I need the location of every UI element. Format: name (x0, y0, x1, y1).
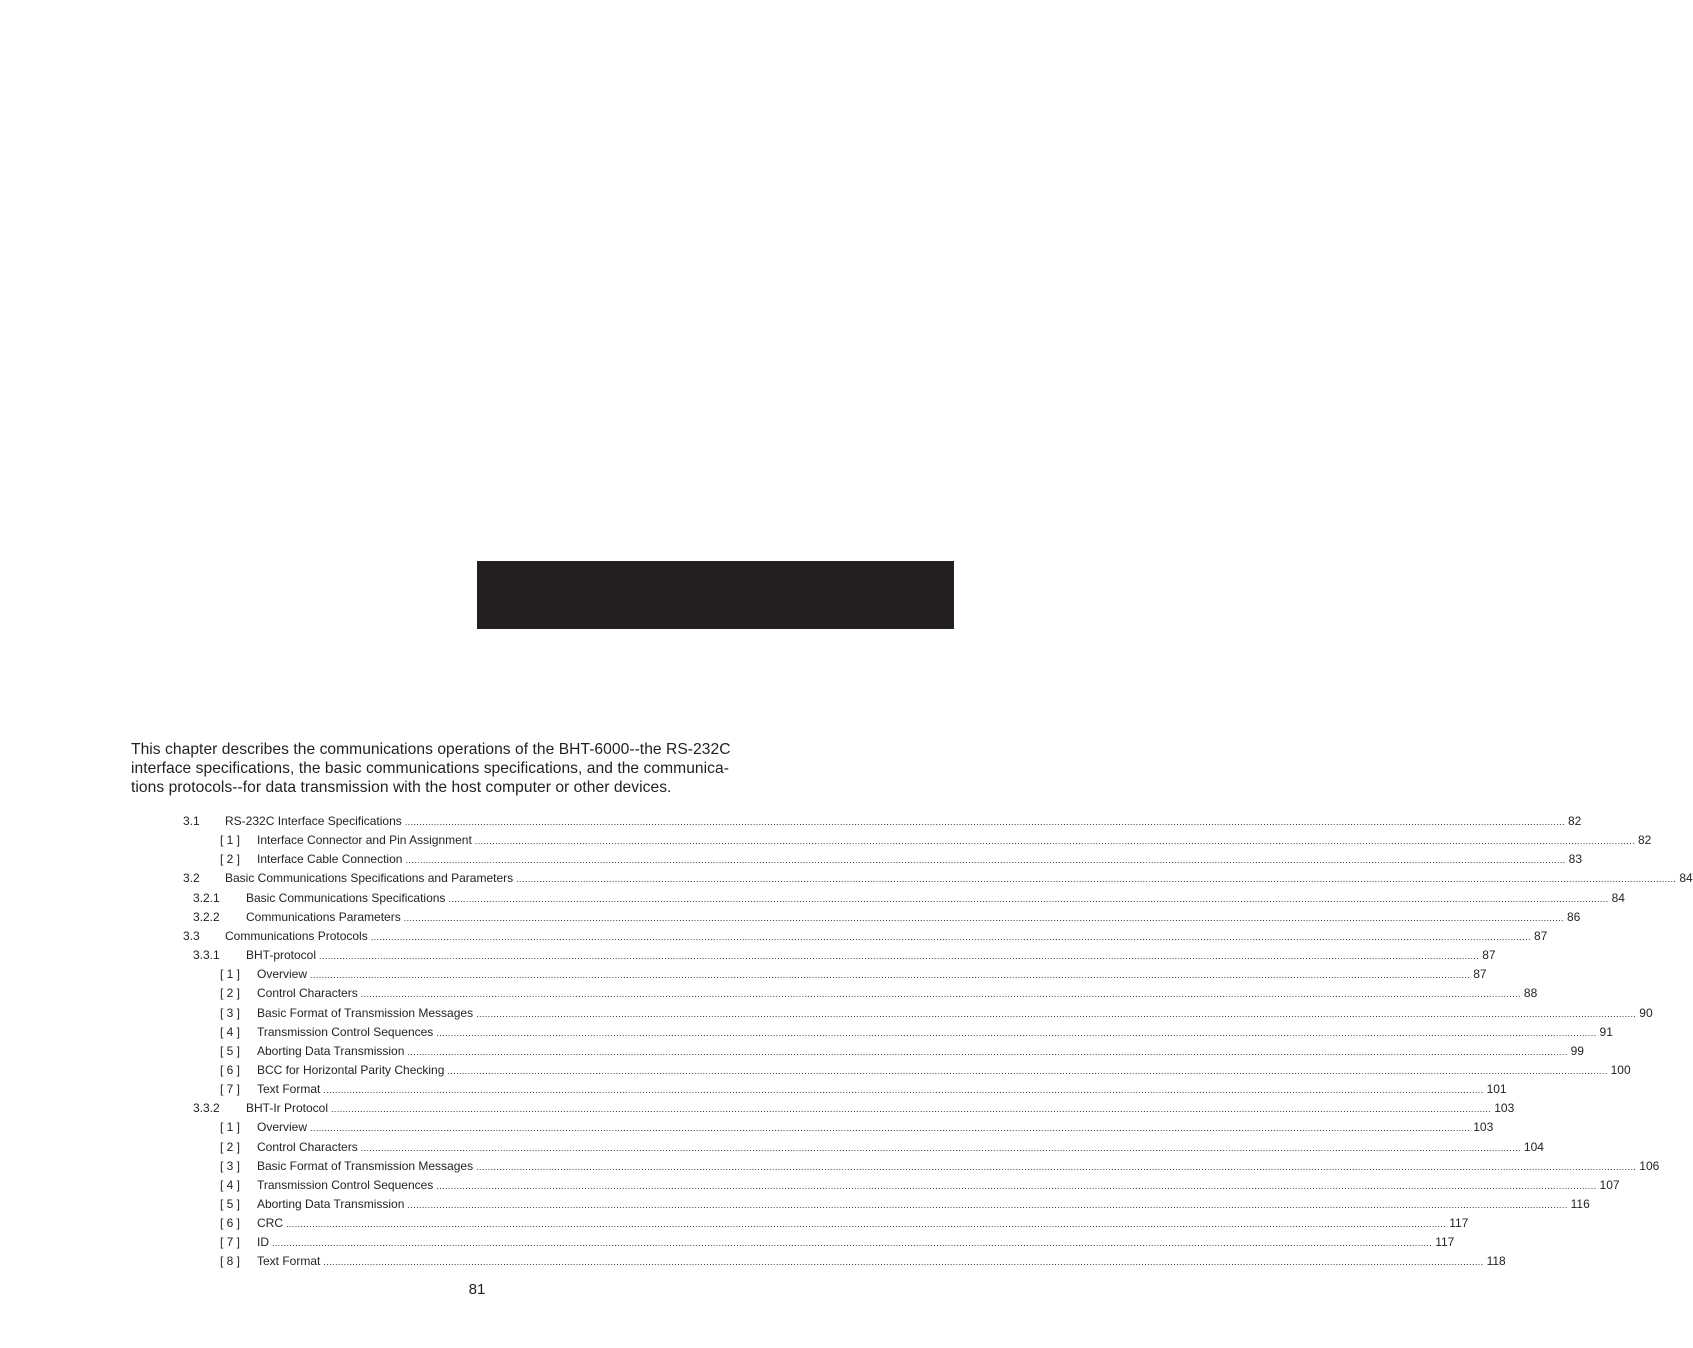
toc-entry (0, 1023, 1613, 1042)
toc-dot-leader: ................................................................................................................................................................................................................................................................................................................................................................................................................ (476, 1008, 1637, 1019)
toc-entry-line (257, 1118, 1494, 1138)
toc-entry-line (246, 908, 1581, 928)
toc-entry (0, 1214, 1469, 1233)
toc-entry-page: 103 (1473, 1120, 1494, 1135)
toc-entry-number: [ 5 ] (220, 1197, 241, 1211)
toc-entry-line (225, 927, 1548, 947)
toc-entry (0, 869, 1693, 888)
toc-entry-number: 3.2.1 (193, 890, 220, 905)
toc-entry-page: 91 (1599, 1024, 1613, 1039)
toc-entry-title: Text Format (257, 1082, 321, 1097)
toc-dot-leader: ................................................................................................................................................................................................................................................................................................................................................................................................................ (405, 855, 1566, 866)
toc-dot-leader: ................................................................................................................................................................................................................................................................................................................................................................................................................ (516, 874, 1677, 885)
toc-entry-page: 116 (1570, 1197, 1590, 1211)
toc-dot-leader: ................................................................................................................................................................................................................................................................................................................................................................................................................ (476, 1161, 1637, 1172)
toc-entry-page: 101 (1486, 1082, 1507, 1097)
toc-dot-leader: ................................................................................................................................................................................................................................................................................................................................................................................................................ (474, 836, 1635, 847)
toc-entry-number: [ 2 ] (220, 986, 241, 1001)
toc-entry (0, 908, 1581, 927)
toc-entry-number: [ 4 ] (220, 1177, 241, 1192)
toc-entry-page: 103 (1494, 1101, 1515, 1116)
toc-dot-leader: ................................................................................................................................................................................................................................................................................................................................................................................................................ (448, 893, 1609, 904)
toc-entry-line (257, 965, 1487, 985)
toc-entry (0, 889, 1625, 908)
toc-entry-page: 87 (1482, 948, 1496, 963)
toc-entry-number: [ 2 ] (220, 852, 241, 867)
toc-entry (0, 965, 1487, 984)
toc-entry-number: 3.2 (183, 871, 200, 886)
toc-entry-line (246, 946, 1496, 966)
toc-entry-title: Transmission Control Sequences (257, 1024, 434, 1039)
toc-entry-number: [ 6 ] (220, 1216, 241, 1231)
toc-entry (0, 1004, 1653, 1023)
toc-entry-title: Aborting Data Transmission (257, 1043, 405, 1058)
toc-dot-leader: ................................................................................................................................................................................................................................................................................................................................................................................................................ (404, 817, 1565, 827)
toc-entry-number: [ 3 ] (220, 1158, 241, 1173)
toc-entry (0, 1195, 1590, 1214)
toc-entry-title: Control Characters (257, 1139, 358, 1154)
toc-entry-page: 82 (1638, 833, 1652, 848)
toc-entry (0, 1233, 1455, 1252)
chapter-header-bar (477, 561, 954, 629)
toc-entry-line (257, 1252, 1506, 1272)
toc-entry-number: [ 6 ] (220, 1062, 241, 1077)
toc-entry (0, 812, 1582, 831)
toc-entry-page: 104 (1523, 1139, 1544, 1154)
toc-entry-page: 117 (1449, 1216, 1469, 1231)
toc-dot-leader: ................................................................................................................................................................................................................................................................................................................................................................................................................ (360, 1142, 1521, 1153)
toc-entry (0, 1042, 1584, 1061)
toc-entry-title: BHT-protocol (246, 948, 317, 963)
toc-entry-title: Text Format (257, 1254, 321, 1269)
toc-entry-line (257, 1157, 1660, 1177)
toc-entry (0, 1176, 1620, 1195)
toc-entry-title: BHT-Ir Protocol (246, 1101, 329, 1116)
toc-entry-line (257, 984, 1538, 1004)
toc-entry-line (257, 1061, 1631, 1081)
toc-entry (0, 1080, 1507, 1099)
toc-entry-line (257, 1138, 1544, 1158)
toc-entry-line (257, 850, 1582, 870)
toc-entry-line (257, 1023, 1613, 1043)
toc-entry-line (257, 1042, 1584, 1062)
toc-entry-number: 3.3 (183, 928, 200, 943)
chapter-introduction (131, 740, 831, 797)
toc-entry-page: 84 (1679, 871, 1693, 886)
toc-entry-line (257, 1214, 1469, 1234)
toc-dot-leader: ................................................................................................................................................................................................................................................................................................................................................................................................................ (323, 1085, 1484, 1096)
toc-entry-title: Aborting Data Transmission (257, 1197, 405, 1211)
toc-entry-title: Basic Format of Transmission Messages (257, 1158, 474, 1173)
toc-entry-number: 3.2.2 (193, 909, 220, 924)
toc-entry-title: Communications Protocols (225, 928, 368, 943)
toc-entry-line (257, 1176, 1620, 1196)
toc-dot-leader: ................................................................................................................................................................................................................................................................................................................................................................................................................ (436, 1027, 1597, 1038)
toc-dot-leader: ................................................................................................................................................................................................................................................................................................................................................................................................................ (310, 970, 1471, 981)
toc-dot-leader: ................................................................................................................................................................................................................................................................................................................................................................................................................ (310, 1123, 1471, 1134)
toc-entry-page: 83 (1568, 852, 1582, 867)
toc-entry-page: 118 (1486, 1254, 1506, 1269)
toc-entry-page: 87 (1533, 928, 1548, 943)
toc-entry-title: Communications Parameters (246, 909, 401, 924)
toc-entry-title: Overview (257, 967, 308, 982)
toc-entry-title: Basic Communications Specifications (246, 890, 446, 905)
toc-dot-leader: ................................................................................................................................................................................................................................................................................................................................................................................................................ (360, 989, 1521, 1000)
toc-entry (0, 1138, 1544, 1157)
toc-entry-page: 99 (1570, 1043, 1584, 1058)
toc-entry-title: RS-232C Interface Specifications (225, 814, 402, 828)
intro-line: interface specifications, the basic communications specifications, and the communica- (131, 760, 729, 777)
toc-entry-number: [ 7 ] (220, 1235, 241, 1250)
toc-dot-leader: ................................................................................................................................................................................................................................................................................................................................................................................................................ (331, 1104, 1492, 1115)
toc-entry-line (257, 1080, 1507, 1100)
intro-line: tions protocols--for data transmission with the host computer or other devices. (131, 779, 672, 796)
toc-entry-number: [ 5 ] (220, 1043, 241, 1058)
page-number: 81 (468, 1281, 486, 1298)
toc-entry (0, 984, 1538, 1003)
toc-dot-leader: ................................................................................................................................................................................................................................................................................................................................................................................................................ (447, 1065, 1608, 1076)
toc-dot-leader: ................................................................................................................................................................................................................................................................................................................................................................................................................ (403, 912, 1564, 923)
toc-entry-title: ID (257, 1235, 269, 1250)
toc-entry-line (246, 1099, 1515, 1119)
toc-entry-page: 84 (1611, 890, 1625, 905)
toc-entry-page: 87 (1473, 967, 1487, 982)
toc-entry (0, 850, 1582, 869)
toc-entry-number: [ 1 ] (220, 967, 241, 982)
toc-entry-number: 3.3.1 (193, 948, 220, 963)
toc-dot-leader: ................................................................................................................................................................................................................................................................................................................................................................................................................ (272, 1238, 1433, 1249)
toc-entry-title: Transmission Control Sequences (257, 1177, 434, 1192)
toc-entry-number: [ 3 ] (220, 1005, 241, 1020)
toc-dot-leader: ................................................................................................................................................................................................................................................................................................................................................................................................................ (323, 1257, 1484, 1268)
toc-entry (0, 1061, 1631, 1080)
toc-entry-title: CRC (257, 1216, 283, 1231)
toc-entry-number: [ 2 ] (220, 1139, 241, 1154)
toc-entry-line (257, 1195, 1590, 1215)
toc-entry-line (257, 831, 1652, 851)
toc-entry (0, 831, 1652, 850)
toc-entry (0, 1157, 1660, 1176)
toc-entry-title: Basic Communications Specifications and Parameters (225, 871, 514, 886)
toc-entry-title: Overview (257, 1120, 308, 1135)
toc-entry-number: [ 1 ] (220, 1120, 241, 1135)
toc-entry-title: Basic Format of Transmission Messages (257, 1005, 474, 1020)
toc-dot-leader: ................................................................................................................................................................................................................................................................................................................................................................................................................ (436, 1180, 1597, 1191)
toc-dot-leader: ................................................................................................................................................................................................................................................................................................................................................................................................................ (319, 951, 1480, 962)
toc-entry-page: 117 (1435, 1235, 1455, 1250)
toc-entry-page: 86 (1566, 909, 1581, 924)
toc-entry-page: 106 (1639, 1158, 1660, 1173)
toc-entry-number: [ 7 ] (220, 1082, 241, 1097)
toc-entry-title: Interface Cable Connection (257, 852, 403, 867)
toc-entry-number: [ 1 ] (220, 833, 241, 848)
toc-entry-number: [ 8 ] (220, 1254, 241, 1269)
toc-dot-leader: ................................................................................................................................................................................................................................................................................................................................................................................................................ (286, 1219, 1447, 1230)
toc-entry-line (257, 1233, 1455, 1253)
toc-entry-line (257, 1004, 1653, 1024)
toc-entry-number: 3.1 (183, 814, 200, 828)
toc-entry (0, 946, 1496, 965)
toc-entry-page: 88 (1523, 986, 1538, 1001)
toc-entry-title: BCC for Horizontal Parity Checking (257, 1062, 445, 1077)
intro-line: This chapter describes the communications operations of the BHT-6000--the RS-232C (131, 741, 731, 758)
toc-entry (0, 1252, 1506, 1271)
toc-entry-line (225, 812, 1582, 832)
toc-entry-number: [ 4 ] (220, 1024, 241, 1039)
toc-dot-leader: ................................................................................................................................................................................................................................................................................................................................................................................................................ (370, 931, 1531, 942)
toc-entry (0, 927, 1548, 946)
toc-entry-page: 100 (1610, 1062, 1631, 1077)
toc-entry-title: Interface Connector and Pin Assignment (257, 833, 472, 848)
toc-entry (0, 1118, 1494, 1137)
toc-entry-page: 82 (1567, 814, 1582, 828)
toc-entry-page: 107 (1599, 1177, 1620, 1192)
toc-entry-line (225, 869, 1693, 889)
toc-entry (0, 1099, 1515, 1118)
toc-entry-number: 3.3.2 (193, 1101, 220, 1116)
toc-dot-leader: ................................................................................................................................................................................................................................................................................................................................................................................................................ (407, 1200, 1568, 1210)
toc-entry-line (246, 889, 1625, 909)
toc-entry-title: Control Characters (257, 986, 358, 1001)
toc-dot-leader: ................................................................................................................................................................................................................................................................................................................................................................................................................ (407, 1046, 1568, 1057)
toc-entry-page: 90 (1639, 1005, 1653, 1020)
